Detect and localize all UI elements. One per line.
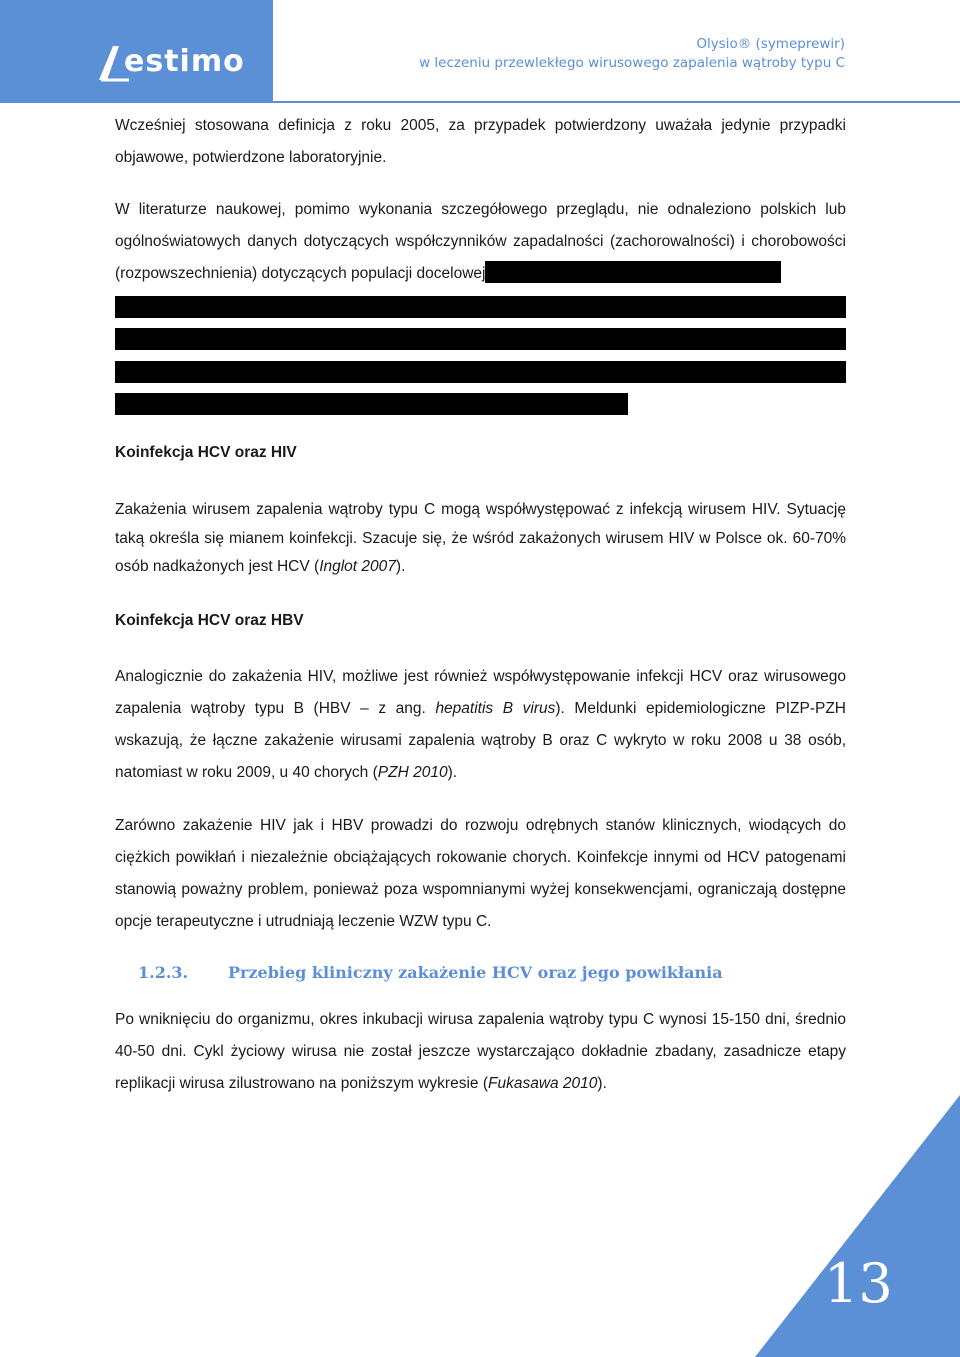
paragraph-hbv-text-b: ). Meldunki epidemiologiczne PIZP-PZH wskazują, że łączne zakażenie wirusami zapalenia wątroby B oraz C wykryto w roku 2008 u 38 osób, natomiast w roku 2009, u 40 chorych ( <box>115 700 846 781</box>
paragraph-definition <box>115 110 846 174</box>
paragraph-literature-text: W literaturze naukowej, pomimo wykonania szczegółowego przeglądu, nie odnaleziono polskich lub ogólnoświatowych danych dotyczących współczynników zapadalności (zachorowalności) i chorobowości (rozpowszechnienia) dotyczących populacji docelowej <box>115 201 846 282</box>
citation-pzh: PZH 2010 <box>377 764 448 781</box>
paragraph-incubation-end: ). <box>597 1075 607 1092</box>
section-heading-hiv <box>115 444 846 462</box>
subsection-heading <box>138 963 723 982</box>
term-hepatitis-b: hepatitis B virus <box>435 700 556 717</box>
document-title-line1: Olysio® (symeprewir) <box>696 36 845 52</box>
redaction-line-2 <box>115 328 846 350</box>
redaction-line-1 <box>115 296 846 318</box>
section-heading-hbv <box>115 612 846 630</box>
paragraph-hbv-end: ). <box>447 764 458 781</box>
paragraph-literature <box>115 194 846 290</box>
paragraph-coinfections <box>115 810 846 938</box>
paragraph-incubation <box>115 1004 846 1100</box>
citation-inglot: Inglot 2007 <box>319 558 396 575</box>
redaction-block <box>485 261 781 283</box>
header-rule <box>273 101 960 103</box>
paragraph-hbv-text-a: Analogicznie do zakażenia HIV, możliwe jest również współwystępowanie infekcji HCV oraz wirusowego zapalenia wątroby typu B (HBV – z ang. <box>115 668 846 717</box>
section-heading-hbv-text: Koinfekcja HCV oraz HBV <box>115 612 304 629</box>
paragraph-definition-text: Wcześniej stosowana definicja z roku 2005, za przypadek potwierdzony uważała jedynie przypadki objawowe, potwierdzone laboratoryjnie. <box>115 117 846 166</box>
paragraph-hbv <box>115 661 846 789</box>
page-header <box>0 0 960 103</box>
section-heading-hiv-text: Koinfekcja HCV oraz HIV <box>115 444 297 461</box>
page-corner-decoration <box>755 1095 960 1357</box>
page-number: 13 <box>824 1252 893 1315</box>
paragraph-hiv-end: ). <box>395 558 406 575</box>
paragraph-hiv <box>115 496 846 582</box>
subsection-title: Przebieg kliniczny zakażenie HCV oraz jego powikłania <box>228 963 723 982</box>
paragraph-coinfections-text: Zarówno zakażenie HIV jak i HBV prowadzi do rozwoju odrębnych stanów klinicznych, wiodących do ciężkich powikłań i niezależnie obciążających rokowanie chorych. Koinfekcje innymi od HCV patogenami stanowią poważny problem, ponieważ poza wspomnianymi wyżej konsekwencjami, ograniczają dostępne opcje terapeutyczne i utrudniają leczenie WZW typu C. <box>115 817 846 930</box>
document-title-line2: w leczeniu przewlekłego wirusowego zapalenia wątroby typu C <box>419 55 845 71</box>
paragraph-hiv-text: Zakażenia wirusem zapalenia wątroby typu C mogą współwystępować z infekcją wirusem HIV. Sytuację taką określa się mianem koinfekcji. Szacuje się, że wśród zakażonych wirusem HIV w Polsce ok. 60-70% osób nadkażonych jest HCV ( <box>115 501 846 575</box>
document-title <box>419 35 845 73</box>
redaction-line-3 <box>115 361 846 383</box>
redaction-line-4 <box>115 393 628 415</box>
subsection-number: 1.2.3. <box>138 963 189 982</box>
logo-block <box>0 0 273 103</box>
citation-fukasawa: Fukasawa 2010 <box>487 1075 598 1092</box>
logo-text: estimo <box>124 44 245 79</box>
paragraph-incubation-text: Po wniknięciu do organizmu, okres inkubacji wirusa zapalenia wątroby typu C wynosi 15-150 dni, średnio 40-50 dni. Cykl życiowy wirusa nie został jeszcze wystarczająco dokładnie zbadany, zasadnicze etapy replikacji wirusa zilustrowano na poniższym wykresie ( <box>115 1011 846 1092</box>
